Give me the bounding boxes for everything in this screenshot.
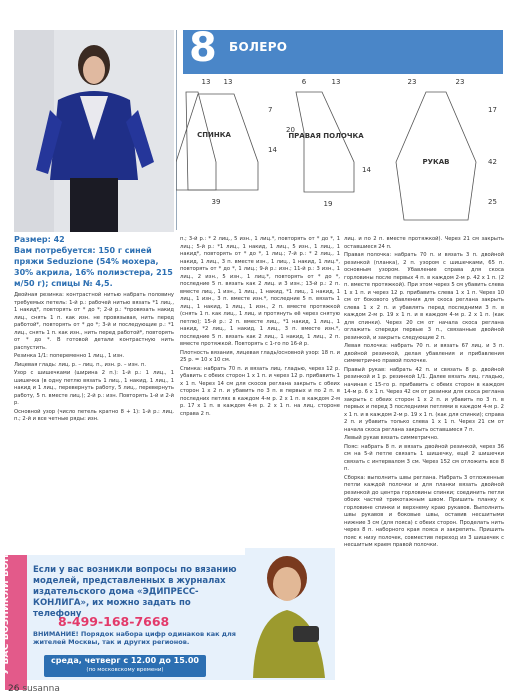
front-bottom: 19 [323, 200, 333, 208]
back-bottom: 39 [211, 198, 221, 206]
paragraph: Двойная резинка: контрастной нитью набрать половину требуемых петель: 1-й р.: рабочей нитью вязать *1 лиц., 1 накид*, повторять от * до *; 2-й р.: *провязать накид лиц., снять 1 п. как изн. не провязывая, нить перед работой*, повторять от * до *; 3-й и последующие р.: *1 лиц., снять 1 п. как изн., нить перед работой*, повторять от * до *. В готовой детали контрастную нить распустить. [14, 292, 174, 351]
materials: Вам потребуется: 150 г синей пряжи Seduzione (54% мохера, 30% акрила, 16% полиэстера, 215 м/50 г); спицы № 4,5. [14, 246, 173, 288]
back-mid: 14 [268, 146, 277, 154]
column-1 [14, 292, 174, 425]
ad-side-text: У ВАС ВОЗНИКЛИ ВОПРОСЫ? [1, 517, 11, 675]
operator-photo [245, 548, 335, 678]
back-schematic [176, 78, 277, 206]
magazine-name: susanna [22, 684, 60, 694]
paragraph: Левая полочка: набрать 70 п. и вязать 67 лиц. и 3 п. двойной резинкой, делая убавления и прибавления симметрично правой полочке. [344, 343, 504, 364]
front-mid: 14 [362, 166, 371, 174]
paragraph: Резинка 1/1: попеременно 1 лиц., 1 изн. [14, 353, 125, 359]
hours-subtitle: (по московскому времени) [86, 667, 164, 673]
operator-photo-image [245, 548, 335, 678]
model-photo [14, 30, 174, 232]
column-2 [180, 236, 340, 419]
paragraph: Узор с шишечками (ширина 2 п.): 1-й р.: 1 лиц., 1 шишечка (в одну петлю вязать 1 лиц., 1 накид, 1 лиц., 1 накид и 1 лиц., перевернуть работу, 5 лиц., перевернуть работу, 5 п. вместе лиц.); 2-й р.: изн. Повторять 1-й и 2-й р. [14, 370, 174, 406]
paragraph: Спинка: набрать 70 п. и вязать лиц. гладью, через 12 р. убавить с обеих сторон 1 х 1 п. и через 12 р. прибавить 1 х 1 п. Через 14 см для скосов реглана закрыть с обеих сторон 1 х 2 п. и убавить по 3 п. в первых и по 2 п. в последних петлях в каждом 4-м р. 2 х 1 п. в каждом 2-м р. 17 х 1 п. в каждом 4-м р. 2 х 1 п. на лиц. стороне справа 2 п. [180, 365, 340, 417]
column-3 [344, 236, 504, 676]
paragraph: Правая полочка: набрать 70 п. и вязать 3 п. двойной резинкой (планка), 2 п. узором с шишечками, 65 п. основным узором. Убавление справа для скоса горловины после первых 4 п. в каждом 2-м р. 42 х 1 п. (2 п. вместе протяжкой). При этом через 5 см убавить слева 1 х 1 п. и через 12 р. прибавить слева 1 х 1 п. Через 10 см от бокового убавления для скоса реглана закрыть слева 1 х 2 п. и убавлять перед последними 3 п. в каждом 2-м р. 19 х 1 п. и в каждом 4-м р. 2 х 1 п. (как для спинки). Через 20 см от начала скоса реглана оглажить спереди первые 3 п., связанные двойной резинкой, и закрыть следующие 2 п. [344, 252, 504, 341]
ad-text: Если у вас возникли вопросы по вязанию моделей, представленных в журналах издательского дома «ЭДИПРЕСС-КОНЛИГА», их можно задать по телефону [33, 565, 237, 619]
paragraph: Правый рукав: набрать 42 п. и связать 8 р. двойной резинкой и 1 р. резинкой 1/1. Далее вязать лиц. гладью, начиная с 15-го р. прибавить с обеих сторон в каждом 14-м р. 6 х 1 п. Через 42 см от резинки для скоса реглана закрыть с обеих сторон 1 х 2 п. и убавить по 3 п. в первых и перед 3 последними петлями в каждом 4-м р. 2 х 1 п. и в каждом 2-м р. 19 х 1 п. (как для спинки); справа 2 п. и убавить только слева 1 х 1 п. Через 21 см от начала скоса реглана закрыть оставшиеся 7 п. [344, 366, 504, 433]
sleeve-right-2: 42 [488, 158, 497, 166]
paragraph: Плотность вязания, лицевая гладь/основной узор: 18 п. и 25 р. = 10 х 10 см. [180, 349, 340, 363]
pattern-title: БОЛЕРО [229, 40, 288, 54]
front-top-1: 6 [301, 78, 307, 86]
sleeve-right-3: 25 [488, 198, 497, 206]
hours: среда, четверг с 12.00 до 15.00 [51, 656, 199, 665]
paragraph: Лицевая гладь: лиц. р. – лиц. п., изн. р. – изн. п. [14, 361, 146, 368]
sleeve-top-2: 23 [455, 78, 465, 86]
front-top-2: 13 [331, 78, 341, 86]
pattern-number: 8 [189, 25, 217, 71]
folio [8, 684, 60, 694]
sleeve-schematic [396, 78, 497, 220]
paragraph: п.; 3-й р.: * 2 лиц., 5 изн., 1 лиц.*, повторять от * до *, 1 лиц.; 5-й р.: *1 лиц., 1 накид, 1 лиц., 5 изн., 1 лиц., 1 накид*, повторять от * до *, 1 лиц.; 7-й р.: * 2 лиц., 1 накид, 1 лиц., 3 п. вместе изн., 1 лиц., 1 накид, 1 лиц.*, повторять от * до *, 1 лиц.; 9-й р.: изн.; 11-й р.: 3 изн., 1 лиц., 2 изн., 5 изн., 1 лиц.*, повторять от * до *, последние 5 п. вязать как 2 лиц. и 3 изн.; 13-й р.: 2 п. вместе лиц., 1 изн., 1 лиц., 1 накид, *1 лиц., 1 накид, 1 лиц., 1 изн., 3 п. вместе изн.*, последние 5 п. вязать 1 лиц., 1 накид, 1 лиц., 1 изн., 2 п. вместе протяжкой (снять 1 п. как лиц., 1 лиц. и протянуть её через снятую петлю); 15-й р.: 2 п. вместе лиц., *1 накид, 1 лиц., 1 накид, *2 лиц., 1 накид, 1 лиц., 3 п. вместе изн.*, последние 5 п. вязать как 2 лиц., 1 накид, 1 лиц., 2 п. вместе протяжкой. Повторять с 1-го по 16-й р. [180, 236, 340, 347]
phone-number: 8-499-168-7668 [58, 614, 170, 629]
back-top-1: 13 [201, 78, 211, 86]
paragraph: лиц. и по 2 п. вместе протяжкой). Через 21 см закрыть оставшиеся 24 п. [344, 236, 504, 250]
page-number: 26 [8, 684, 20, 694]
size-line: Размер: 42 [14, 235, 65, 244]
paragraph: Сборка: выполнить швы реглана. Набрать 3 отложенные петли каждой полочки и для планки вязать двойной резинкой до центра горловины спинки; соединить петли обоих частей трикотажным швом. Пришить планку к горловине спинки и верхнему краю рукавов. Выполнить швы рукавов и боковые швы, оставив несшитыми нижние 3 см (для пояса) с обеих сторон. Проделать нить через 8 п. наборного края пояса и закрепить. Пришить пояс к низу полочек, совместив переход из 3 шишечек с несшитым краем правой полочки. [344, 474, 504, 548]
ad-attention: ВНИМАНИЕ! Порядок набора цифр одинаков как для жителей Москвы, так и других регионов. [33, 630, 236, 646]
paragraph: Левый рукав вязать симметрично. [344, 435, 439, 441]
back-top-2: 13 [223, 78, 233, 86]
front-schematic [286, 78, 371, 208]
paragraph: Основной узор (число петель кратно 8 + 1): 1-й р.: лиц. п.; 2-й и все четные ряды: изн. [14, 408, 174, 422]
front-label: ПРАВАЯ ПОЛОЧКА [288, 132, 364, 140]
pattern-schematics [176, 72, 506, 222]
back-side: 7 [268, 106, 273, 114]
model-photo-image [14, 30, 174, 232]
front-side: 20 [286, 126, 295, 134]
sleeve-label: РУКАВ [422, 158, 450, 166]
sleeve-top-1: 23 [407, 78, 417, 86]
back-label: СПИНКА [197, 131, 231, 139]
paragraph: Пояс: набрать 8 п. и вязать двойной резинкой, через 36 см на 5-й петле связать 1 шишечку, ещё 2 шишечки связать с интервалом 3 см. Через 152 см отложить все 8 п. [344, 443, 504, 472]
sleeve-right-1: 17 [488, 106, 497, 114]
